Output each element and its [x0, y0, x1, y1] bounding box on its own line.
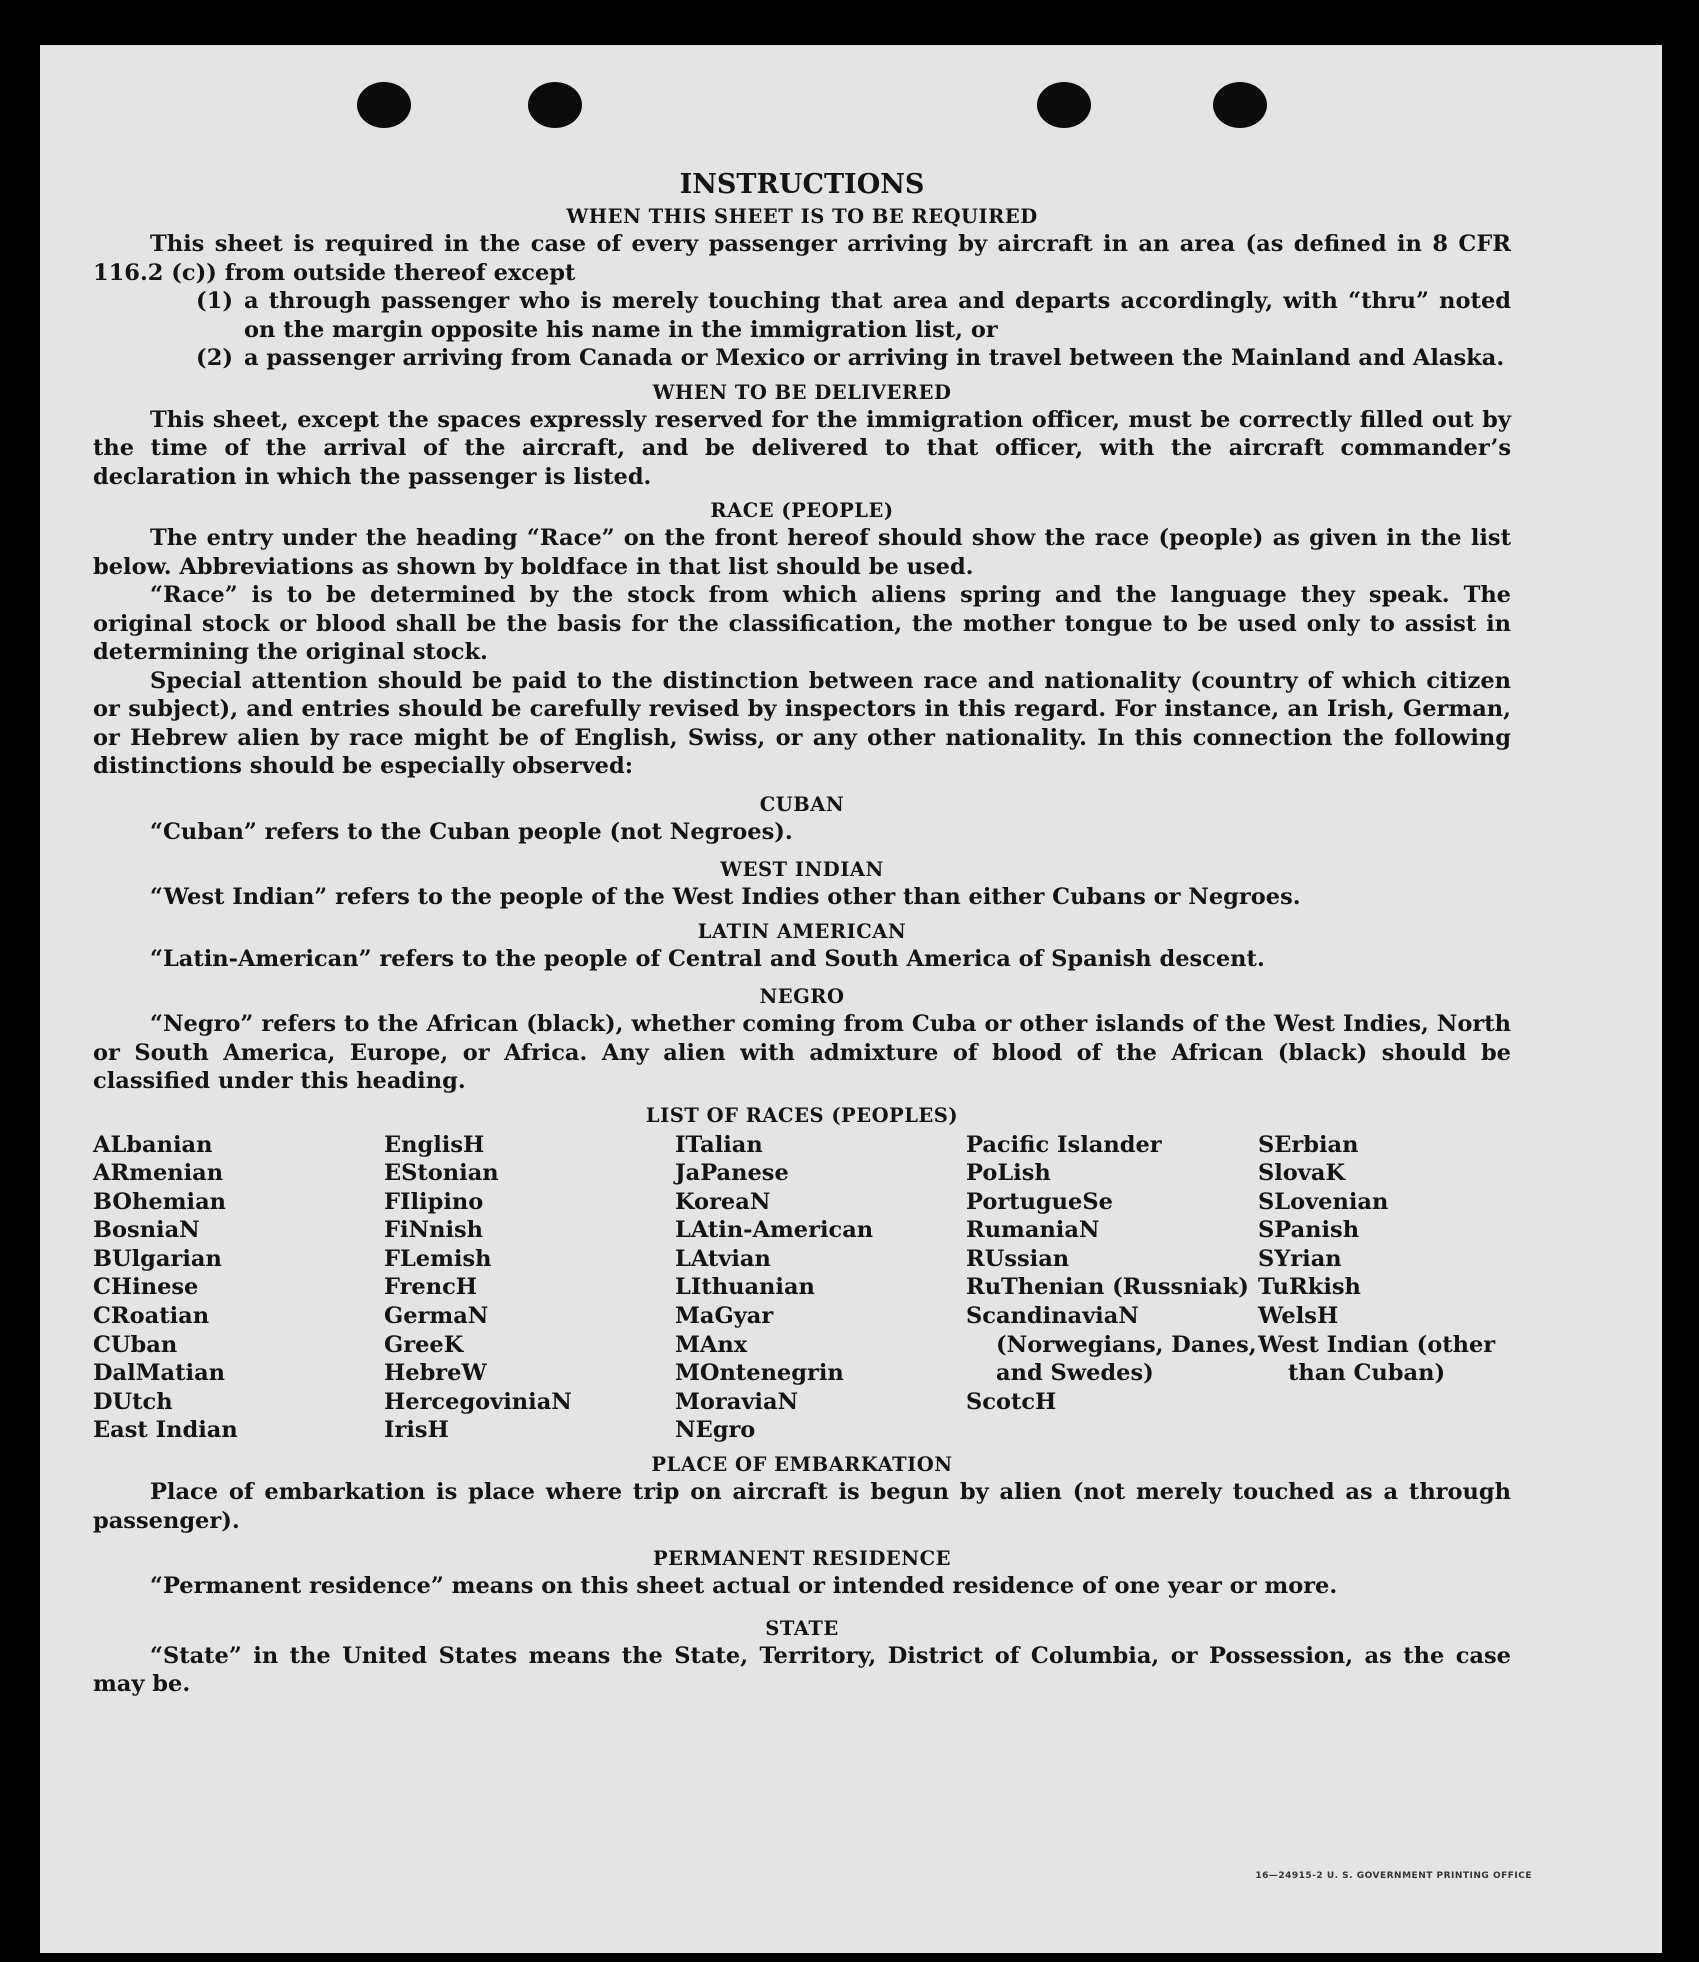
heading-latin-american: LATIN AMERICAN: [697, 919, 907, 943]
race-entry: ITalian: [675, 1131, 763, 1158]
embarkation-text: Place of embarkation is place where trip on aircraft is begun by alien (not merely touched as a through passenger).: [93, 1479, 1511, 1534]
race-entry: RUssian: [966, 1245, 1070, 1272]
race-entry: SPanish: [1258, 1217, 1360, 1244]
negro-text: “Negro” refers to the African (black), whether coming from Cuba or other islands of the West Indies, North or South America, Europe, or Africa. Any alien with admixture of blood of the African (black) should be classified under this heading.: [93, 1011, 1511, 1094]
race-paragraph-1: The entry under the heading “Race” on the front hereof should show the race (people) as given in the list below. Abbreviations as shown by boldface in that list should be used.: [93, 525, 1511, 580]
race-entry: RumaniaN: [966, 1217, 1100, 1244]
race-entry: FrencH: [384, 1274, 478, 1301]
required-except: except: [493, 259, 576, 286]
races-column-3: [675, 1131, 966, 1446]
punch-hole: [1037, 82, 1091, 128]
races-column-1: [93, 1131, 384, 1446]
instructions-body: [93, 167, 1511, 1699]
latin-american-text: “Latin-American” refers to the people of Central and South America of Spanish descent.: [150, 945, 1265, 972]
delivered-text: This sheet, except the spaces expressly reserved for the immigration officer, must be correctly filled out by the time of the arrival of the aircraft, and be delivered to that officer, with the aircraft commander’s declaration in which the passenger is listed.: [93, 406, 1511, 490]
race-entry: NEgro: [675, 1417, 756, 1444]
race-entry: MoraviaN: [675, 1388, 799, 1415]
race-entry: FLemish: [384, 1245, 492, 1272]
heading-state: STATE: [765, 1616, 839, 1640]
race-entry: BosniaN: [93, 1217, 200, 1244]
race-entry: CUban: [93, 1331, 178, 1358]
race-entry: RuThenian (Russniak): [966, 1274, 1249, 1301]
required-item-2: (2) a passenger arriving from Canada or Mexico or arriving in travel between the Mainland and Alaska.: [196, 345, 1505, 371]
printing-office-footer: 16—24915-2 U. S. GOVERNMENT PRINTING OFFICE: [1255, 1871, 1532, 1881]
heading-list-of-races: LIST OF RACES (PEOPLES): [645, 1103, 959, 1127]
races-column-5: [1258, 1131, 1511, 1446]
document-page: [40, 45, 1662, 1953]
race-entry: MOntenegrin: [675, 1360, 844, 1387]
punch-hole: [357, 82, 411, 128]
heading-west-indian: WEST INDIAN: [720, 858, 884, 881]
race-entry: East Indian: [93, 1417, 238, 1444]
race-paragraph-2: “Race” is to be determined by the stock from which aliens spring and the language they speak. The original stock or blood shall be the basis for the classification, the mother tongue to be used only to assist in determining the original stock.: [93, 582, 1511, 665]
race-entry: LAtin-American: [675, 1217, 874, 1244]
race-entry: EStonian: [384, 1160, 499, 1187]
heading-place-of-embarkation: PLACE OF EMBARKATION: [651, 1453, 953, 1477]
residence-text: “Permanent residence” means on this sheet actual or intended residence of one year or more.: [150, 1573, 1338, 1600]
state-text: “State” in the United States means the State, Territory, District of Columbia, or Possession, as the case may be.: [93, 1642, 1511, 1698]
race-entry: DalMatian: [93, 1360, 226, 1387]
race-entry: ARmenian: [93, 1160, 224, 1187]
race-entry: GreeK: [384, 1331, 464, 1358]
required-item-1: (1) a through passenger who is merely touching that area and departs accordingly, with “thru” noted on the margin opposite his name in the immigration list, or: [196, 288, 1511, 343]
race-entry: GermaN: [384, 1303, 489, 1330]
race-entry: BUlgarian: [93, 1245, 222, 1272]
race-paragraph-3: Special attention should be paid to the distinction between race and nationality (country of which citizen or subject), and entries should be carefully revised by inspectors in this regard. For instance, an Irish, German, or Hebrew alien by race might be of English, Swiss, or any other nationality. In this connection the following distinctions should be especially observed:: [93, 667, 1511, 779]
race-entry: KoreaN: [675, 1188, 771, 1215]
race-entry: ScotcH: [966, 1388, 1057, 1415]
race-entry: EnglisH: [384, 1131, 485, 1158]
race-entry: TuRkish: [1258, 1274, 1361, 1301]
race-entry: SErbian: [1258, 1131, 1359, 1158]
race-entry: DUtch: [93, 1388, 173, 1415]
races-list: [93, 1131, 1511, 1446]
heading-when-delivered: WHEN TO BE DELIVERED: [652, 380, 952, 404]
race-entry: WelsH: [1258, 1303, 1339, 1330]
race-entry: FiNnish: [384, 1217, 484, 1244]
punch-hole: [1213, 82, 1267, 128]
required-intro: This sheet is required in the case of every passenger arriving by aircraft in an area (as defined in 8 CFR 116.2 (c)) from outside thereof except: [93, 231, 1511, 286]
race-entry: MaGyar: [675, 1303, 774, 1330]
race-entry: West Indian (other than Cuban): [1258, 1331, 1496, 1387]
race-entry: ScandinaviaN (Norwegians, Danes, and Swedes): [966, 1303, 1257, 1387]
boldface-word: boldface: [520, 553, 629, 580]
cuban-text: “Cuban” refers to the Cuban people (not Negroes).: [150, 818, 793, 845]
punch-hole: [528, 82, 582, 128]
race-entry: FIlipino: [384, 1188, 484, 1215]
race-entry: CRoatian: [93, 1303, 210, 1330]
race-entry: LIthuanian: [675, 1274, 815, 1301]
race-entry: SYrian: [1258, 1245, 1342, 1272]
race-entry: IrisH: [384, 1417, 449, 1444]
heading-negro: NEGRO: [759, 985, 845, 1008]
race-entry: PoLish: [966, 1160, 1051, 1187]
race-entry: ALbanian: [93, 1131, 213, 1158]
race-entry: Pacific Islander: [966, 1131, 1162, 1158]
race-entry: HebreW: [384, 1360, 487, 1387]
race-entry: MAnx: [675, 1331, 748, 1358]
heading-race: RACE (PEOPLE): [710, 499, 894, 522]
race-entry: JaPanese: [675, 1160, 789, 1187]
race-entry: SlovaK: [1258, 1160, 1346, 1187]
race-entry: HercegoviniaN: [384, 1388, 572, 1415]
race-entry: BOhemian: [93, 1188, 227, 1215]
races-column-2: [384, 1131, 675, 1446]
heading-permanent-residence: PERMANENT RESIDENCE: [652, 1547, 951, 1571]
races-column-4: [966, 1131, 1258, 1446]
heading-when-required: WHEN THIS SHEET IS TO BE REQUIRED: [566, 205, 1038, 228]
heading-cuban: CUBAN: [759, 792, 845, 816]
race-entry: PortugueSe: [966, 1188, 1113, 1215]
west-indian-text: “West Indian” refers to the people of the West Indies other than either Cubans or Negroes.: [150, 884, 1301, 910]
race-entry: LAtvian: [675, 1245, 771, 1272]
page-title: INSTRUCTIONS: [679, 169, 925, 200]
race-entry: SLovenian: [1258, 1188, 1389, 1215]
race-entry: CHinese: [93, 1274, 199, 1301]
